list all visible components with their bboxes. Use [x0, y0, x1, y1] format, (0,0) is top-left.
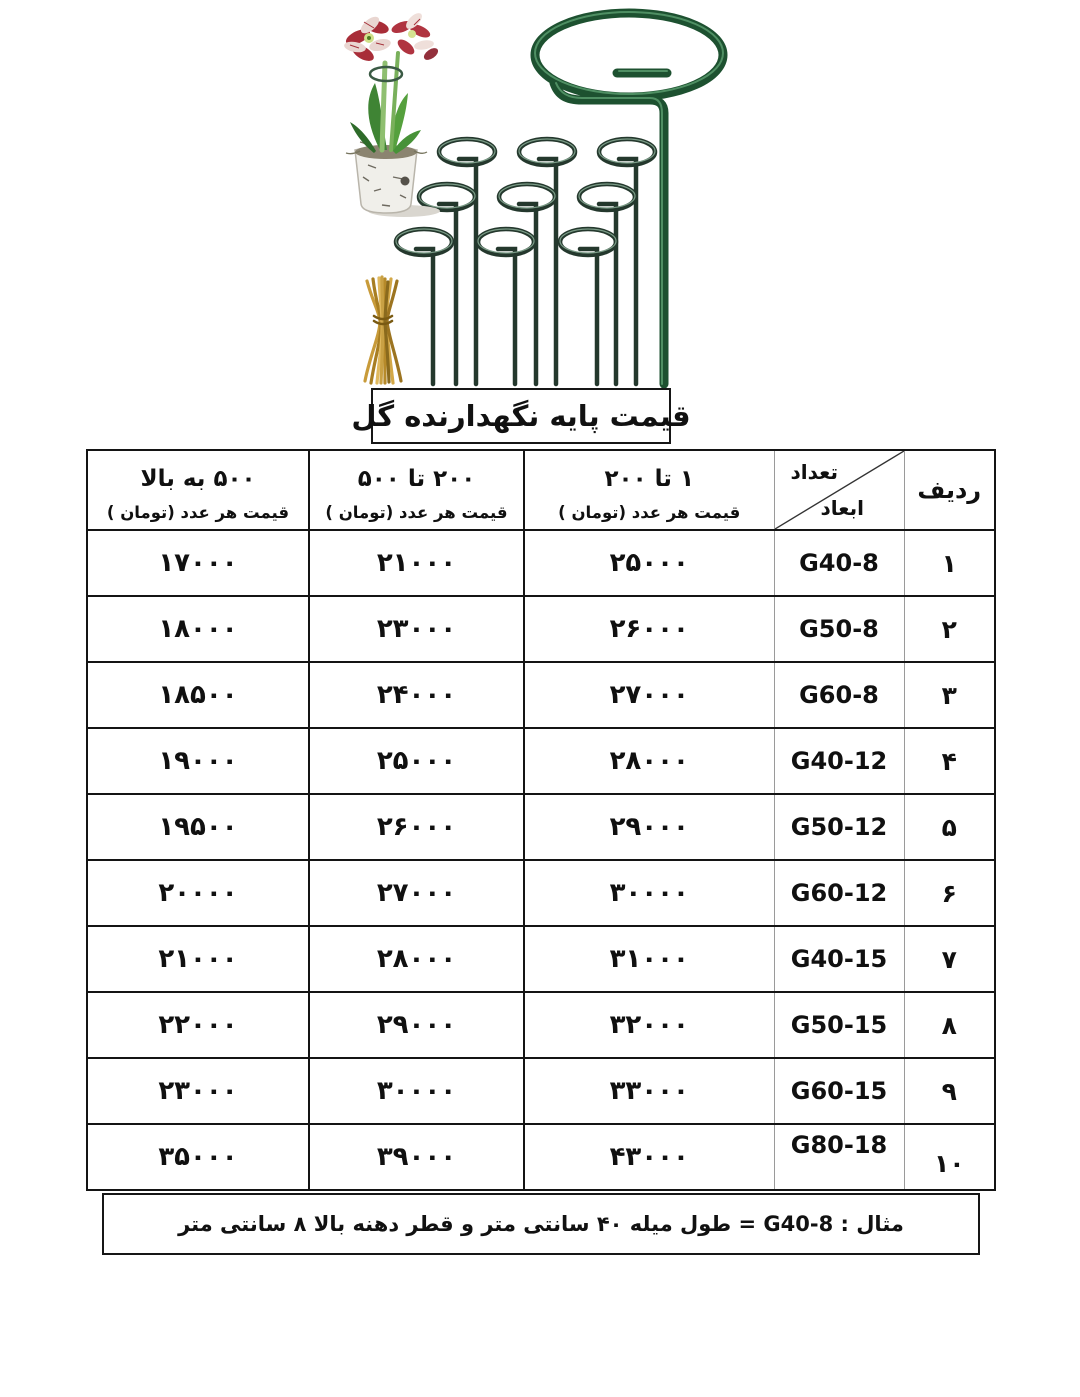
cell-price-500-plus: ۱۸۵۰۰: [87, 662, 309, 728]
cell-price-500-plus: ۱۹۰۰۰: [87, 728, 309, 794]
table-row: [87, 926, 995, 992]
cell-price-1-200: ۳۰۰۰۰: [524, 860, 774, 926]
cell-row-number: ۴: [904, 728, 995, 794]
table-row: [87, 860, 995, 926]
col-range-label: ۵۰۰ به بالا: [140, 466, 256, 493]
cell-dimension-code: G40-15: [774, 926, 904, 992]
title-box: [351, 388, 691, 444]
cell-dimension-code: G60-8: [774, 662, 904, 728]
cell-dimension-code: G60-15: [774, 1058, 904, 1124]
cell-dimension-code: G40-12: [774, 728, 904, 794]
cell-price-500-plus: ۱۸۰۰۰: [87, 596, 309, 662]
col-header-row-number: ردیف: [904, 450, 995, 530]
cell-price-200-500: ۲۴۰۰۰: [309, 662, 524, 728]
diagonal-label-dimensions: ابعاد: [820, 496, 864, 520]
table-header-row: [87, 450, 995, 530]
cell-row-number: ۶: [904, 860, 995, 926]
cell-price-1-200: ۲۵۰۰۰: [524, 530, 774, 596]
cell-row-number: ۱۰: [904, 1124, 995, 1190]
cell-price-1-200: ۳۱۰۰۰: [524, 926, 774, 992]
cell-price-500-plus: ۳۵۰۰۰: [87, 1124, 309, 1190]
cell-price-500-plus: ۱۹۵۰۰: [87, 794, 309, 860]
col-range-label: ۲۰۰ تا ۵۰۰: [357, 466, 476, 493]
cell-price-200-500: ۳۰۰۰۰: [309, 1058, 524, 1124]
cell-row-number: ۲: [904, 596, 995, 662]
cell-dimension-code: G80-18: [774, 1124, 904, 1190]
table-row: [87, 662, 995, 728]
table-row: [87, 530, 995, 596]
cell-price-200-500: ۲۸۰۰۰: [309, 926, 524, 992]
cell-price-200-500: ۲۱۰۰۰: [309, 530, 524, 596]
table-row: [87, 1058, 995, 1124]
col-unit-label: قیمت هر عدد (تومان ): [106, 502, 290, 522]
cell-dimension-code: G40-8: [774, 530, 904, 596]
page-title: قیمت پایه نگهدارنده گل: [351, 399, 691, 433]
note-box: [102, 1193, 980, 1255]
table-row: [87, 596, 995, 662]
cell-price-500-plus: ۲۲۰۰۰: [87, 992, 309, 1058]
cell-price-200-500: ۲۶۰۰۰: [309, 794, 524, 860]
cell-row-number: ۹: [904, 1058, 995, 1124]
cell-price-1-200: ۳۲۰۰۰: [524, 992, 774, 1058]
cell-row-number: ۱: [904, 530, 995, 596]
cell-price-500-plus: ۲۳۰۰۰: [87, 1058, 309, 1124]
cell-dimension-code: G50-12: [774, 794, 904, 860]
cell-price-500-plus: ۲۱۰۰۰: [87, 926, 309, 992]
diagonal-label-quantity: تعداد: [790, 460, 838, 484]
hero-illustration: [330, 5, 750, 388]
amaryllis-potted-plant-art: [343, 10, 440, 217]
cell-price-200-500: ۲۵۰۰۰: [309, 728, 524, 794]
cell-dimension-code: G50-8: [774, 596, 904, 662]
cell-row-number: ۵: [904, 794, 995, 860]
col-header-1-200: [524, 450, 774, 530]
cell-price-1-200: ۲۶۰۰۰: [524, 596, 774, 662]
table-row: [87, 794, 995, 860]
bamboo-stick-bundle-art: [365, 277, 401, 383]
col-unit-label: قیمت هر عدد (تومان ): [325, 502, 508, 522]
cell-price-500-plus: ۱۷۰۰۰: [87, 530, 309, 596]
example-note: مثال : G40-8 = طول میله ۴۰ سانتی متر و قطر دهنه بالا ۸ سانتی متر: [178, 1212, 904, 1236]
table-row: [87, 1124, 995, 1190]
table-row: [87, 728, 995, 794]
large-ring-plant-support-art: [535, 12, 723, 384]
cell-row-number: ۸: [904, 992, 995, 1058]
cell-dimension-code: G60-12: [774, 860, 904, 926]
cell-row-number: ۷: [904, 926, 995, 992]
col-header-200-500: [309, 450, 524, 530]
cell-price-1-200: ۲۹۰۰۰: [524, 794, 774, 860]
cell-price-200-500: ۲۳۰۰۰: [309, 596, 524, 662]
cell-price-1-200: ۲۷۰۰۰: [524, 662, 774, 728]
cell-price-200-500: ۲۹۰۰۰: [309, 992, 524, 1058]
col-unit-label: قیمت هر عدد (تومان ): [558, 502, 741, 522]
col-header-quantity-dimensions: [774, 450, 904, 530]
cell-price-200-500: ۳۹۰۰۰: [309, 1124, 524, 1190]
price-table: [86, 449, 996, 1191]
nine-ring-support-stakes-art: [396, 139, 655, 384]
cell-row-number: ۳: [904, 662, 995, 728]
cell-price-1-200: ۴۳۰۰۰: [524, 1124, 774, 1190]
cell-price-1-200: ۲۸۰۰۰: [524, 728, 774, 794]
table-row: [87, 992, 995, 1058]
cell-price-200-500: ۲۷۰۰۰: [309, 860, 524, 926]
col-range-label: ۱ تا ۲۰۰: [604, 466, 694, 493]
cell-price-500-plus: ۲۰۰۰۰: [87, 860, 309, 926]
col-header-500-plus: [87, 450, 309, 530]
price-table-body: [87, 530, 995, 1190]
cell-price-1-200: ۳۳۰۰۰: [524, 1058, 774, 1124]
cell-dimension-code: G50-15: [774, 992, 904, 1058]
